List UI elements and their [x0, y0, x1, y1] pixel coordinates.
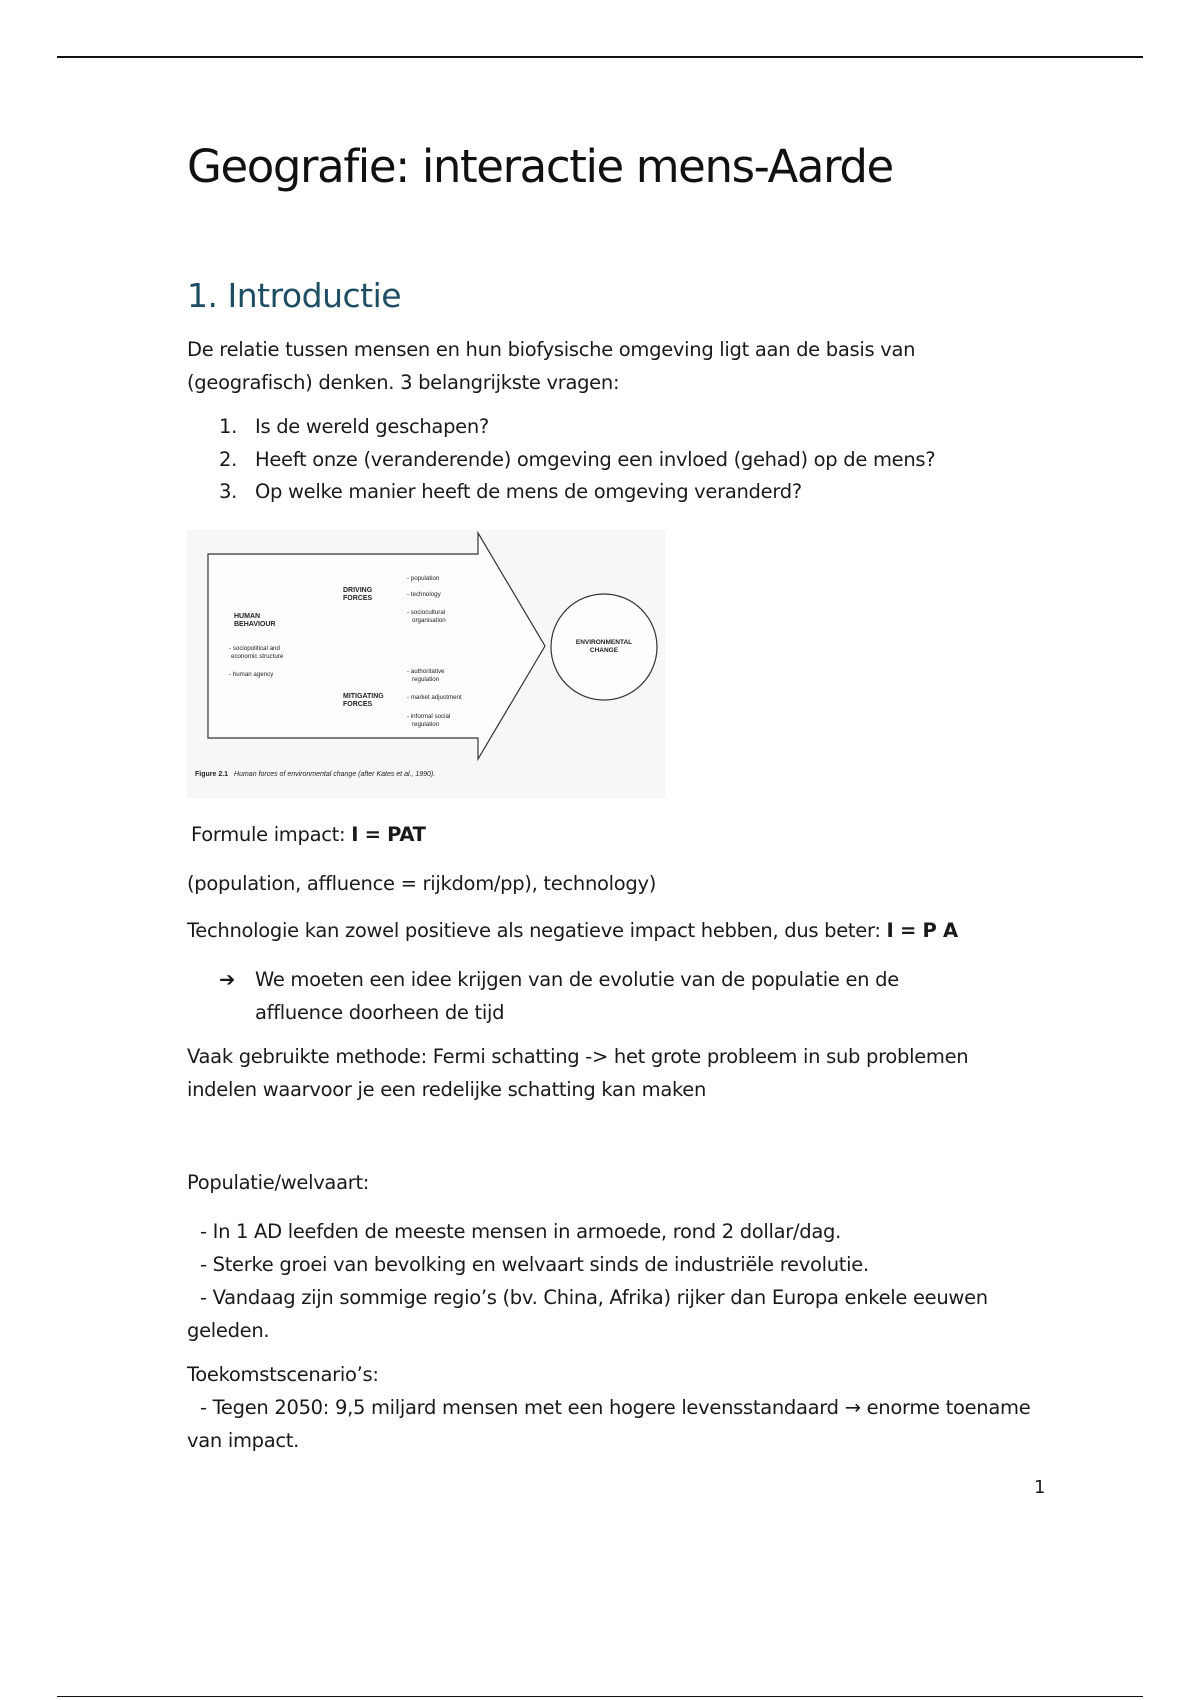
mitigating-forces-label-2: FORCES [343, 701, 373, 708]
driving-item-3-line-2: organisation [412, 617, 446, 624]
formula-value: I = PAT [351, 823, 426, 846]
arrow-item-text: We moeten een idee krijgen van de evolutie van de populatie en de affluence doorheen de tijd [255, 968, 899, 1024]
left-item-2-line-1: - human agency [229, 671, 274, 678]
driving-forces-label-2: FORCES [343, 595, 373, 602]
technology-formula: I = P A [886, 919, 958, 942]
page-bottom-rule [57, 1696, 1143, 1697]
page-number: 1 [1034, 1477, 1046, 1498]
section-title: Introductie [227, 276, 402, 315]
list-item: 2. Heeft onze (veranderende) omgeving een invloed (gehad) op de mens? [219, 447, 936, 471]
arrow-list-item [219, 963, 979, 1029]
future-heading: Toekomstscenario’s: [187, 1363, 379, 1386]
list-item: 1. Is de wereld geschapen? [219, 415, 489, 438]
formula-line [191, 818, 426, 851]
formula-explanation: (population, affluence = rijkdom/pp), technology) [187, 872, 657, 895]
document-title: Geografie: interactie mens-Aarde [187, 140, 893, 193]
figure-caption-text: Human forces of environmental change (after Kates et al., 1990). [234, 771, 436, 778]
technology-text: Technologie kan zowel positieve als negatieve impact hebben, dus beter: [187, 919, 881, 942]
arrow-bullet-icon: ➔ [219, 968, 236, 991]
left-item-1-line-1: - sociopolitical and [229, 645, 280, 652]
list-item: - In 1 AD leefden de meeste mensen in armoede, rond 2 dollar/dag. [200, 1220, 841, 1243]
list-item: - Tegen 2050: 9,5 miljard mensen met een hogere levensstandaard → enorme toename [200, 1396, 1031, 1419]
list-item: - Sterke groei van bevolking en welvaart sinds de industriële revolutie. [200, 1253, 869, 1276]
mitigating-item-3-line-1: - informal social [407, 713, 451, 720]
section-heading [187, 276, 401, 315]
mitigating-item-1-line-2: regulation [412, 676, 440, 683]
technology-line [187, 914, 958, 947]
list-item: - Vandaag zijn sommige regio’s (bv. China, Afrika) rijker dan Europa enkele eeuwen [200, 1286, 988, 1309]
figure-caption-number: Figure 2.1 [195, 771, 229, 778]
population-heading: Populatie/welvaart: [187, 1171, 370, 1194]
future-list [187, 1391, 1047, 1457]
driving-forces-label-1: DRIVING [343, 587, 373, 594]
human-behaviour-label-1: HUMAN [234, 613, 261, 620]
population-list [187, 1215, 1047, 1347]
section-number: 1. [187, 276, 218, 315]
formula-label: Formule impact: [191, 823, 346, 846]
list-item: 3. Op welke manier heeft de mens de omgeving veranderd? [219, 480, 802, 503]
outcome-label-2: CHANGE [589, 647, 619, 654]
mitigating-item-3-line-2: regulation [412, 721, 440, 728]
mitigating-forces-label-1: MITIGATING [343, 693, 384, 700]
driving-item-2: - technology [407, 591, 441, 598]
list-item-continuation: van impact. [187, 1429, 300, 1452]
left-item-1-line-2: economic structure [231, 653, 284, 660]
list-item-continuation: geleden. [187, 1319, 270, 1342]
fermi-paragraph: Vaak gebruikte methode: Fermi schatting -> het grote probleem in sub problemen indelen waarvoor je een redelijke schatting kan maken [187, 1045, 969, 1101]
intro-paragraph: De relatie tussen mensen en hun biofysische omgeving ligt aan de basis van (geografisch) denken. 3 belangrijkste vragen: [187, 338, 916, 394]
human-behaviour-label-2: BEHAVIOUR [234, 621, 276, 628]
driving-item-3-line-1: - sociocultural [407, 609, 446, 616]
human-forces-figure [187, 530, 665, 798]
questions-list [187, 411, 935, 509]
outcome-label-1: ENVIRONMENTAL [575, 639, 633, 646]
page-top-rule [57, 56, 1143, 58]
mitigating-item-2: - market adjustment [407, 694, 462, 701]
mitigating-item-1-line-1: - authoritative [407, 668, 445, 675]
driving-item-1: - population [407, 575, 440, 582]
